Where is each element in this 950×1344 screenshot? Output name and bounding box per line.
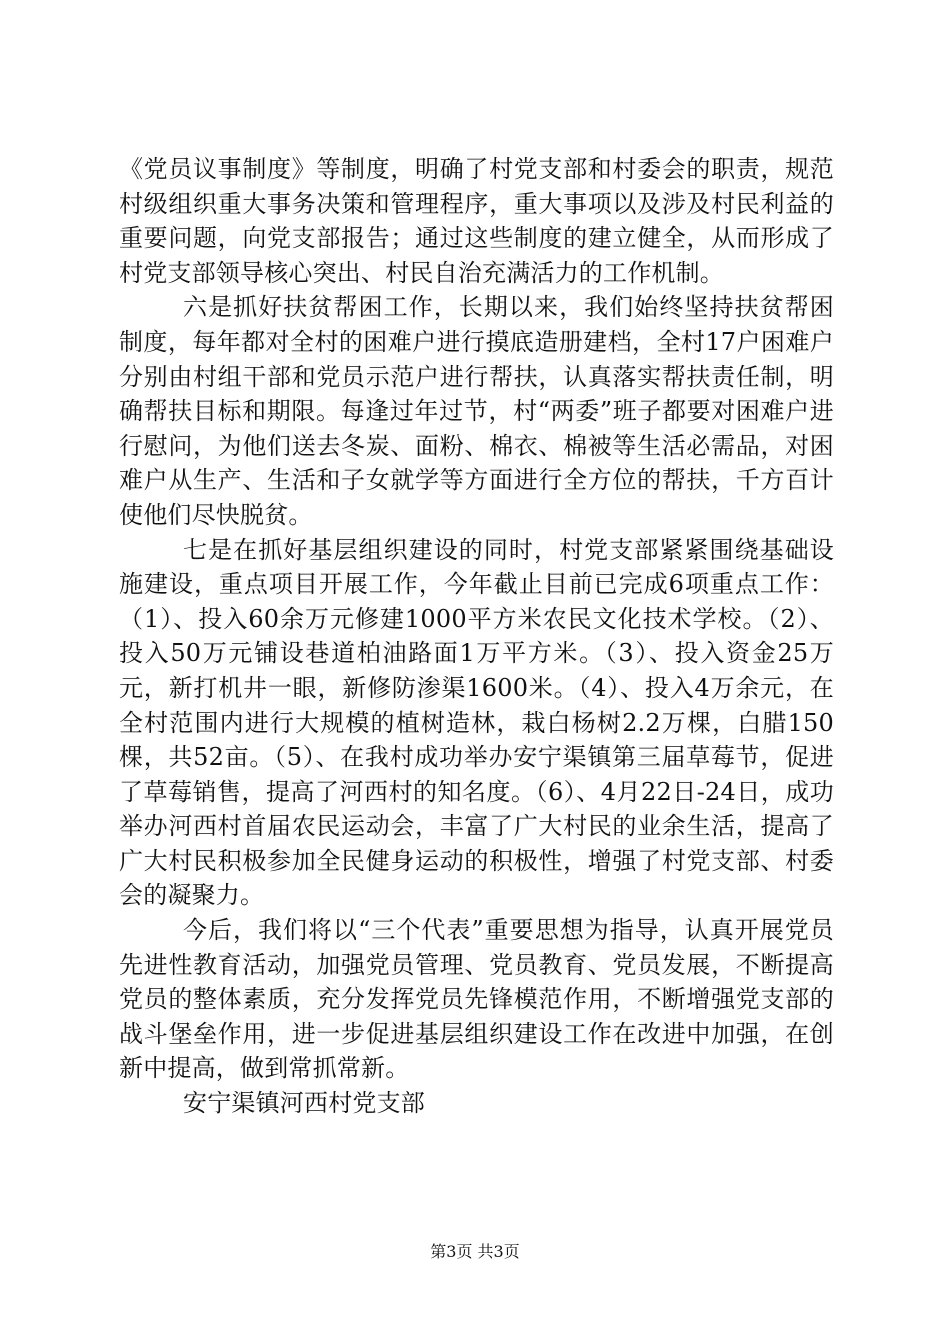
paragraph-infrastructure: 七是在抓好基层组织建设的同时，村党支部紧紧围绕基础设施建设，重点项目开展工作，今年截止目前已完成6项重点工作：（1）、投入60余万元修建1000平方米农民文化技术学校。（2）、投入50万元铺设巷道柏油路面1万平方米。（3）、投入资金25万元，新打机井一眼，新修防渗渠1600米。（4）、投入4万余元，在全村范围内进行大规模的植树造林，栽白杨树2.2万棵，白腊150棵，共52亩。（5）、在我村成功举办安宁渠镇第三届草莓节，促进了草莓销售，提高了河西村的知名度。（6）、4月22日-24日，成功举办河西村首届农民运动会，丰富了广大村民的业余生活，提高了广大村民积极参加全民健身运动的积极性，增强了村党支部、村委会的凝聚力。: [119, 535, 834, 910]
paragraph-poverty-relief: 六是抓好扶贫帮困工作，长期以来，我们始终坚持扶贫帮困制度，每年都对全村的困难户进行摸底造册建档，全村17户困难户分别由村组干部和党员示范户进行帮扶，认真落实帮扶责任制，明确帮扶目标和期限。每逢过年过节，村“两委”班子都要对困难户进行慰问，为他们送去冬炭、面粉、棉衣、棉被等生活必需品，对困难户从生产、生活和子女就学等方面进行全方位的帮扶，千方百计使他们尽快脱贫。: [119, 293, 834, 529]
page-number-label: 第3页 共3页: [430, 1242, 520, 1261]
page-footer: [0, 1242, 950, 1262]
paragraph-future-plans: 今后，我们将以“三个代表”重要思想为指导，认真开展党员先进性教育活动，加强党员管理、党员教育、党员发展，不断提高党员的整体素质，充分发挥党员先锋模范作用，不断增强党支部的战斗堡垒作用，进一步促进基层组织建设工作在改进中加强，在创新中提高，做到常抓常新。: [119, 916, 834, 1083]
paragraph-party-member-rules: 《党员议事制度》等制度，明确了村党支部和村委会的职责，规范村级组织重大事务决策和管理程序，重大事项以及涉及村民利益的重要问题，向党支部报告；通过这些制度的建立健全，从而形成了村党支部领导核心突出、村民自治充满活力的工作机制。: [119, 155, 834, 287]
document-body: [119, 152, 834, 1121]
signature-organization: 安宁渠镇河西村党支部: [183, 1089, 425, 1118]
